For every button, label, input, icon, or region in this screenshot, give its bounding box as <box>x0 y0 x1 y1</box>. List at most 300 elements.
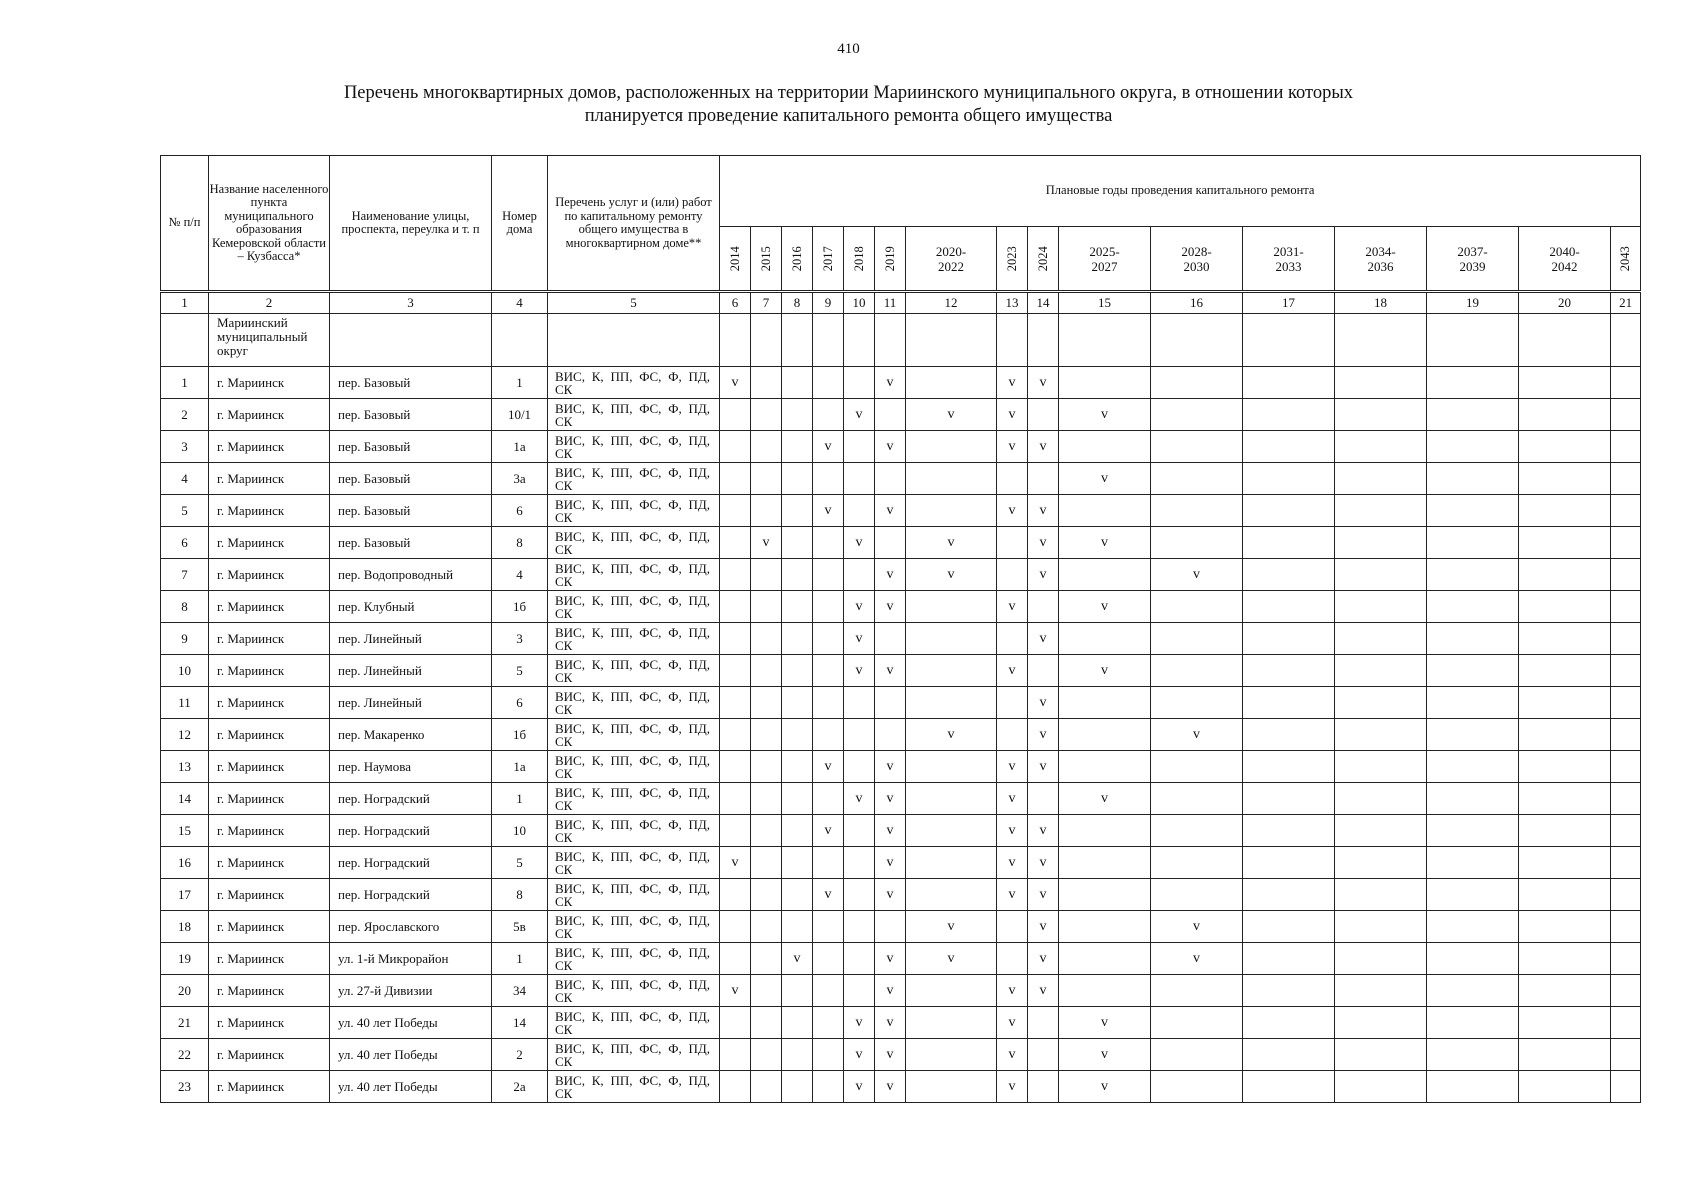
year-cell <box>751 1039 782 1071</box>
year-cell <box>1519 783 1611 815</box>
year-cell <box>1611 719 1641 751</box>
year-cell <box>782 1007 813 1039</box>
repair-mark: v <box>782 943 813 975</box>
group-row <box>161 314 1641 367</box>
year-cell <box>1151 847 1243 879</box>
settlement-cell: г. Мариинск <box>209 367 330 399</box>
year-cell <box>1427 463 1519 495</box>
repair-mark: v <box>875 1007 906 1039</box>
year-cell <box>844 463 875 495</box>
house-number-cell: 14 <box>492 1007 548 1039</box>
year-cell <box>813 783 844 815</box>
street-cell: ул. 40 лет Победы <box>330 1071 492 1103</box>
year-cell <box>1427 943 1519 975</box>
street-cell: пер. Линейный <box>330 655 492 687</box>
year-cell <box>782 719 813 751</box>
house-number-cell: 8 <box>492 527 548 559</box>
repair-mark: v <box>1028 847 1059 879</box>
settlement-cell: г. Мариинск <box>209 975 330 1007</box>
year-cell <box>1059 815 1151 847</box>
table-row <box>161 591 1641 623</box>
year-cell <box>844 975 875 1007</box>
year-cell <box>1611 399 1641 431</box>
year-cell <box>906 879 997 911</box>
year-cell <box>1243 367 1335 399</box>
street-cell: ул. 40 лет Победы <box>330 1007 492 1039</box>
column-number: 8 <box>782 292 813 314</box>
repair-mark: v <box>1059 591 1151 623</box>
year-cell <box>1151 751 1243 783</box>
house-number-cell: 3а <box>492 463 548 495</box>
year-cell <box>720 1071 751 1103</box>
column-number: 7 <box>751 292 782 314</box>
year-cell <box>1335 495 1427 527</box>
street-cell: пер. Базовый <box>330 527 492 559</box>
house-number-cell: 1 <box>492 943 548 975</box>
repair-mark: v <box>1028 911 1059 943</box>
year-cell <box>997 527 1028 559</box>
year-cell <box>1427 623 1519 655</box>
housing-repair-table <box>160 155 1641 1103</box>
row-number: 12 <box>161 719 209 751</box>
year-cell <box>1519 1007 1611 1039</box>
year-cell <box>1335 399 1427 431</box>
year-cell <box>720 559 751 591</box>
repair-mark: v <box>875 367 906 399</box>
repair-mark: v <box>906 719 997 751</box>
year-cell <box>720 943 751 975</box>
street-cell: пер. Макаренко <box>330 719 492 751</box>
street-cell: пер. Базовый <box>330 399 492 431</box>
street-cell: пер. Водопроводный <box>330 559 492 591</box>
repair-mark: v <box>875 559 906 591</box>
repair-mark: v <box>1059 399 1151 431</box>
year-cell <box>1519 655 1611 687</box>
year-header-2024: 2024 <box>1028 227 1059 292</box>
repair-mark: v <box>1028 719 1059 751</box>
year-cell <box>1427 847 1519 879</box>
year-cell <box>1243 1007 1335 1039</box>
year-cell <box>1611 815 1641 847</box>
table-row <box>161 879 1641 911</box>
year-cell <box>1028 1007 1059 1039</box>
row-number: 19 <box>161 943 209 975</box>
year-cell <box>782 623 813 655</box>
year-cell <box>1151 687 1243 719</box>
year-cell <box>1335 367 1427 399</box>
repair-mark: v <box>844 591 875 623</box>
year-cell <box>1427 591 1519 623</box>
header-works: Перечень услуг и (или) работ по капитальному ремонту общего имущества в многоквартирном доме** <box>548 156 720 292</box>
repair-mark: v <box>1028 975 1059 1007</box>
year-cell <box>813 943 844 975</box>
repair-mark: v <box>875 815 906 847</box>
repair-mark: v <box>844 655 875 687</box>
repair-mark: v <box>751 527 782 559</box>
year-cell <box>782 399 813 431</box>
year-cell <box>1427 879 1519 911</box>
year-cell <box>1335 623 1427 655</box>
row-number: 9 <box>161 623 209 655</box>
year-cell <box>1243 783 1335 815</box>
year-cell <box>844 431 875 463</box>
house-number-cell: 6 <box>492 495 548 527</box>
column-number: 18 <box>1335 292 1427 314</box>
year-cell <box>844 687 875 719</box>
repair-mark: v <box>813 431 844 463</box>
year-cell <box>875 687 906 719</box>
year-cell <box>997 559 1028 591</box>
year-header-2040-2042: 2040- 2042 <box>1519 227 1611 292</box>
repair-mark: v <box>1151 719 1243 751</box>
street-cell: ул. 27-й Дивизии <box>330 975 492 1007</box>
year-cell <box>1427 1039 1519 1071</box>
street-cell: пер. Ноградский <box>330 847 492 879</box>
column-number: 6 <box>720 292 751 314</box>
year-cell <box>875 399 906 431</box>
year-header-2017: 2017 <box>813 227 844 292</box>
year-cell <box>844 719 875 751</box>
year-cell <box>1611 367 1641 399</box>
street-cell: пер. Линейный <box>330 623 492 655</box>
year-cell <box>751 687 782 719</box>
column-numbers-row <box>161 292 1641 314</box>
repair-mark: v <box>1028 687 1059 719</box>
year-cell <box>1243 719 1335 751</box>
column-number: 1 <box>161 292 209 314</box>
repair-mark: v <box>844 399 875 431</box>
year-cell <box>813 911 844 943</box>
year-header-2023: 2023 <box>997 227 1028 292</box>
year-cell <box>1243 687 1335 719</box>
year-cell <box>1335 591 1427 623</box>
year-cell <box>1243 495 1335 527</box>
year-header-2025-2027: 2025- 2027 <box>1059 227 1151 292</box>
year-header-2016: 2016 <box>782 227 813 292</box>
column-number: 13 <box>997 292 1028 314</box>
table-row <box>161 431 1641 463</box>
repair-mark: v <box>875 1039 906 1071</box>
year-cell <box>1335 847 1427 879</box>
settlement-cell: г. Мариинск <box>209 591 330 623</box>
column-number: 5 <box>548 292 720 314</box>
year-cell <box>844 495 875 527</box>
works-cell: ВИС, К, ПП, ФС, Ф, ПД, СК <box>548 591 720 623</box>
row-number: 23 <box>161 1071 209 1103</box>
year-cell <box>1028 1039 1059 1071</box>
repair-mark: v <box>1028 879 1059 911</box>
year-cell <box>1151 975 1243 1007</box>
row-number: 14 <box>161 783 209 815</box>
repair-mark: v <box>875 655 906 687</box>
settlement-cell: г. Мариинск <box>209 783 330 815</box>
settlement-cell: г. Мариинск <box>209 399 330 431</box>
year-cell <box>1427 495 1519 527</box>
settlement-cell: г. Мариинск <box>209 687 330 719</box>
works-cell: ВИС, К, ПП, ФС, Ф, ПД, СК <box>548 1007 720 1039</box>
house-number-cell: 10/1 <box>492 399 548 431</box>
year-cell <box>906 623 997 655</box>
year-cell <box>1243 1039 1335 1071</box>
year-cell <box>1519 623 1611 655</box>
year-cell <box>720 495 751 527</box>
year-cell <box>1059 719 1151 751</box>
year-cell <box>906 431 997 463</box>
row-number: 15 <box>161 815 209 847</box>
settlement-cell: г. Мариинск <box>209 463 330 495</box>
year-cell <box>1427 975 1519 1007</box>
year-cell <box>751 879 782 911</box>
year-header-2018: 2018 <box>844 227 875 292</box>
repair-mark: v <box>875 879 906 911</box>
year-cell <box>1519 879 1611 911</box>
repair-mark: v <box>906 399 997 431</box>
repair-mark: v <box>997 1071 1028 1103</box>
year-cell <box>906 367 997 399</box>
house-number-cell: 2а <box>492 1071 548 1103</box>
row-number: 20 <box>161 975 209 1007</box>
year-cell <box>906 463 997 495</box>
repair-mark: v <box>875 847 906 879</box>
repair-mark: v <box>875 943 906 975</box>
year-cell <box>844 879 875 911</box>
repair-mark: v <box>875 495 906 527</box>
year-cell <box>1243 751 1335 783</box>
year-cell <box>1335 751 1427 783</box>
year-cell <box>1427 751 1519 783</box>
table-row <box>161 911 1641 943</box>
repair-mark: v <box>720 367 751 399</box>
year-cell <box>1519 687 1611 719</box>
year-cell <box>1243 1071 1335 1103</box>
repair-mark: v <box>844 527 875 559</box>
row-number: 2 <box>161 399 209 431</box>
house-number-cell: 1 <box>492 783 548 815</box>
year-cell <box>782 559 813 591</box>
year-cell <box>782 431 813 463</box>
year-cell <box>813 655 844 687</box>
year-cell <box>1335 815 1427 847</box>
works-cell: ВИС, К, ПП, ФС, Ф, ПД, СК <box>548 431 720 463</box>
repair-mark: v <box>1028 367 1059 399</box>
year-cell <box>1151 527 1243 559</box>
year-cell <box>1519 815 1611 847</box>
year-cell <box>751 559 782 591</box>
year-cell <box>1519 463 1611 495</box>
year-header-2015: 2015 <box>751 227 782 292</box>
table-row <box>161 623 1641 655</box>
year-cell <box>1611 943 1641 975</box>
row-number: 6 <box>161 527 209 559</box>
house-number-cell: 8 <box>492 879 548 911</box>
works-cell: ВИС, К, ПП, ФС, Ф, ПД, СК <box>548 1039 720 1071</box>
column-number: 16 <box>1151 292 1243 314</box>
house-number-cell: 5в <box>492 911 548 943</box>
year-cell <box>751 655 782 687</box>
repair-mark: v <box>1028 943 1059 975</box>
row-number: 17 <box>161 879 209 911</box>
year-cell <box>875 911 906 943</box>
repair-mark: v <box>997 847 1028 879</box>
works-cell: ВИС, К, ПП, ФС, Ф, ПД, СК <box>548 367 720 399</box>
year-cell <box>1059 943 1151 975</box>
year-cell <box>751 367 782 399</box>
year-header-2034-2036: 2034- 2036 <box>1335 227 1427 292</box>
year-cell <box>997 687 1028 719</box>
year-cell <box>720 687 751 719</box>
year-cell <box>997 719 1028 751</box>
repair-mark: v <box>997 655 1028 687</box>
repair-mark: v <box>1151 911 1243 943</box>
column-number: 4 <box>492 292 548 314</box>
year-cell <box>1335 527 1427 559</box>
year-cell <box>813 399 844 431</box>
year-cell <box>782 847 813 879</box>
works-cell: ВИС, К, ПП, ФС, Ф, ПД, СК <box>548 399 720 431</box>
works-cell: ВИС, К, ПП, ФС, Ф, ПД, СК <box>548 751 720 783</box>
year-cell <box>1519 751 1611 783</box>
year-cell <box>720 431 751 463</box>
year-cell <box>782 1039 813 1071</box>
year-cell <box>1611 911 1641 943</box>
year-cell <box>782 463 813 495</box>
year-cell <box>1427 431 1519 463</box>
works-cell: ВИС, К, ПП, ФС, Ф, ПД, СК <box>548 687 720 719</box>
year-cell <box>782 975 813 1007</box>
table-row <box>161 559 1641 591</box>
repair-mark: v <box>1028 431 1059 463</box>
year-cell <box>751 847 782 879</box>
year-cell <box>1519 431 1611 463</box>
year-cell <box>1335 783 1427 815</box>
year-cell <box>1335 1007 1427 1039</box>
year-cell <box>844 751 875 783</box>
settlement-cell: г. Мариинск <box>209 1071 330 1103</box>
column-number: 15 <box>1059 292 1151 314</box>
street-cell: пер. Наумова <box>330 751 492 783</box>
street-cell: пер. Ноградский <box>330 879 492 911</box>
year-cell <box>751 783 782 815</box>
year-cell <box>1427 527 1519 559</box>
year-cell <box>720 623 751 655</box>
year-cell <box>1427 367 1519 399</box>
header-house: Номер дома <box>492 156 548 292</box>
year-cell <box>844 815 875 847</box>
year-cell <box>813 463 844 495</box>
year-cell <box>1028 399 1059 431</box>
year-header-2019: 2019 <box>875 227 906 292</box>
house-number-cell: 4 <box>492 559 548 591</box>
year-cell <box>1611 623 1641 655</box>
year-cell <box>751 431 782 463</box>
year-cell <box>1519 911 1611 943</box>
year-cell <box>782 655 813 687</box>
year-cell <box>1427 911 1519 943</box>
year-cell <box>751 495 782 527</box>
repair-mark: v <box>997 591 1028 623</box>
year-cell <box>1611 559 1641 591</box>
year-cell <box>813 527 844 559</box>
year-cell <box>1335 911 1427 943</box>
year-cell <box>906 495 997 527</box>
year-cell <box>1028 1071 1059 1103</box>
year-cell <box>1427 655 1519 687</box>
repair-mark: v <box>1059 1007 1151 1039</box>
year-cell <box>720 783 751 815</box>
repair-mark: v <box>875 1071 906 1103</box>
repair-mark: v <box>1028 527 1059 559</box>
year-cell <box>1335 559 1427 591</box>
settlement-cell: г. Мариинск <box>209 943 330 975</box>
works-cell: ВИС, К, ПП, ФС, Ф, ПД, СК <box>548 655 720 687</box>
year-cell <box>1243 591 1335 623</box>
row-number: 13 <box>161 751 209 783</box>
header-settlement: Название населенного пункта муниципального образования Кемеровской области – Кузбасса* <box>209 156 330 292</box>
year-cell <box>1519 367 1611 399</box>
year-cell <box>813 591 844 623</box>
street-cell: пер. Клубный <box>330 591 492 623</box>
year-cell <box>782 751 813 783</box>
repair-mark: v <box>997 975 1028 1007</box>
year-cell <box>720 463 751 495</box>
repair-mark: v <box>875 975 906 1007</box>
year-cell <box>1519 591 1611 623</box>
year-cell <box>1243 623 1335 655</box>
column-number: 9 <box>813 292 844 314</box>
settlement-cell: г. Мариинск <box>209 847 330 879</box>
year-cell <box>1335 975 1427 1007</box>
year-cell <box>1243 879 1335 911</box>
repair-mark: v <box>720 847 751 879</box>
works-cell: ВИС, К, ПП, ФС, Ф, ПД, СК <box>548 495 720 527</box>
repair-mark: v <box>997 815 1028 847</box>
repair-mark: v <box>1028 559 1059 591</box>
year-cell <box>751 1071 782 1103</box>
repair-mark: v <box>1151 559 1243 591</box>
year-cell <box>1151 1039 1243 1071</box>
table-row <box>161 751 1641 783</box>
year-cell <box>1427 399 1519 431</box>
house-number-cell: 1 <box>492 367 548 399</box>
year-cell <box>782 911 813 943</box>
table-row <box>161 687 1641 719</box>
column-number: 11 <box>875 292 906 314</box>
settlement-cell: г. Мариинск <box>209 559 330 591</box>
table-row <box>161 655 1641 687</box>
settlement-cell: г. Мариинск <box>209 1007 330 1039</box>
column-number: 20 <box>1519 292 1611 314</box>
repair-mark: v <box>1028 495 1059 527</box>
year-cell <box>751 815 782 847</box>
column-number: 3 <box>330 292 492 314</box>
year-cell <box>1059 559 1151 591</box>
year-header-2037-2039: 2037- 2039 <box>1427 227 1519 292</box>
year-cell <box>1151 783 1243 815</box>
year-cell <box>1427 1071 1519 1103</box>
year-cell <box>1243 399 1335 431</box>
repair-mark: v <box>844 1039 875 1071</box>
repair-mark: v <box>844 1071 875 1103</box>
repair-mark: v <box>997 495 1028 527</box>
repair-mark: v <box>1028 623 1059 655</box>
year-cell <box>1611 463 1641 495</box>
works-cell: ВИС, К, ПП, ФС, Ф, ПД, СК <box>548 559 720 591</box>
settlement-cell: г. Мариинск <box>209 431 330 463</box>
year-cell <box>844 367 875 399</box>
year-cell <box>1335 463 1427 495</box>
year-cell <box>906 1039 997 1071</box>
year-cell <box>1059 431 1151 463</box>
